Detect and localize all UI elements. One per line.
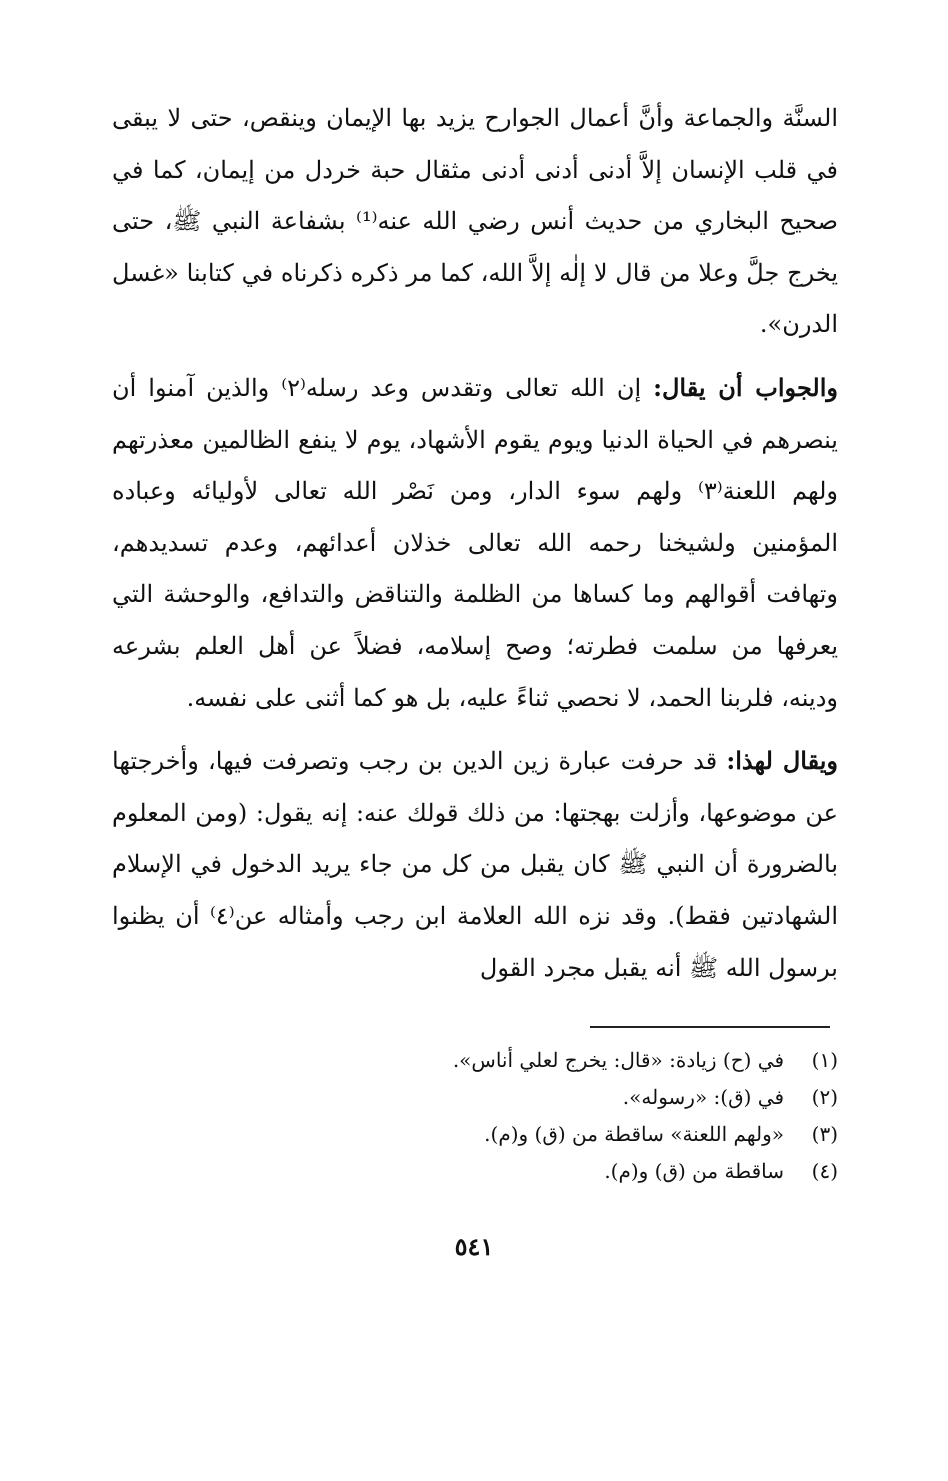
footnote-4-text: ساقطة من (ق) و(م). xyxy=(604,1159,784,1183)
paragraph-3-text: قد حرفت عبارة زين الدين بن رجب وتصرفت فيها، وأخرجتها عن موضوعها، وأزلت بهجتها: من ذلك قولك عنه: إنه يقول: (ومن المعلوم بالضرورة أن النبي ﷺ كان يقبل من كل من جاء يريد الدخول في الإسلام الشهادتين فقط). وقد نزه الله العلامة ابن رجب وأمثاله عن⁽٤⁾ أن يظنوا برسول الله ﷺ أنه يقبل مجرد القول xyxy=(112,747,839,982)
footnote-1-text: في (ح) زيادة: «قال: يخرج لعلي أناس». xyxy=(452,1048,784,1072)
paragraph-1 xyxy=(112,92,838,351)
footnote-1-number: (١) xyxy=(811,1048,838,1072)
paragraph-3-lead: ويقال لهذا: xyxy=(726,746,839,776)
paragraph-2-text: إن الله تعالى وتقدس وعد رسله⁽٢⁾ والذين آمنوا أن ينصرهم في الحياة الدنيا ويوم يقوم الأشهاد، يوم لا ينفع الظالمين معذرتهم ولهم اللعنة⁽٣⁾ ولهم سوء الدار، ومن نَصْر الله تعالى لأوليائه وعباده المؤمنين ولشيخنا رحمه الله تعالى خذلان أعدائهم، وعدم تسديدهم، وتهافت أقوالهم وما كساها من الظلمة والتناقض والتدافع، والوحشة التي يعرفها من سلمت فطرته؛ وصح إسلامه، فضلاً عن أهل العلم بشرعه ودينه، فلربنا الحمد، لا نحصي ثناءً عليه، بل هو كما أثنى على نفسه. xyxy=(112,373,839,712)
footnote-2 xyxy=(218,1079,838,1116)
page-number: ٥٤١ xyxy=(454,1232,494,1261)
footnote-2-number: (٢) xyxy=(811,1085,838,1109)
footnote-2-text: في (ق): «رسوله». xyxy=(622,1085,784,1109)
footnote-1 xyxy=(218,1042,838,1079)
footnote-4 xyxy=(218,1153,838,1190)
footnote-3-number: (٣) xyxy=(811,1122,838,1146)
paragraph-2 xyxy=(112,362,838,724)
footnote-3-text: «ولهم اللعنة» ساقطة من (ق) و(م). xyxy=(484,1122,784,1146)
footnote-4-number: (٤) xyxy=(811,1159,838,1183)
main-text xyxy=(112,92,838,994)
footnote-3 xyxy=(218,1116,838,1153)
footnote-divider xyxy=(590,1026,830,1028)
footnotes xyxy=(218,1042,838,1190)
paragraph-1-text: السنَّة والجماعة وأنَّ أعمال الجوارح يزيد بها الإيمان وينقص، حتى لا يبقى في قلب الإنسان إلاَّ أدنى أدنى أدنى مثقال حبة خردل من إيمان، كما في صحيح البخاري من حديث أنس رضي الله عنه⁽¹⁾ بشفاعة النبي ﷺ، حتى يخرج جلَّ وعلا من قال لا إلٰه إلاَّ الله، كما مر ذكره ذكرناه في كتابنا «غسل الدرن». xyxy=(112,104,838,339)
paragraph-3 xyxy=(112,735,838,994)
paragraph-2-lead: والجواب أن يقال: xyxy=(653,372,838,402)
